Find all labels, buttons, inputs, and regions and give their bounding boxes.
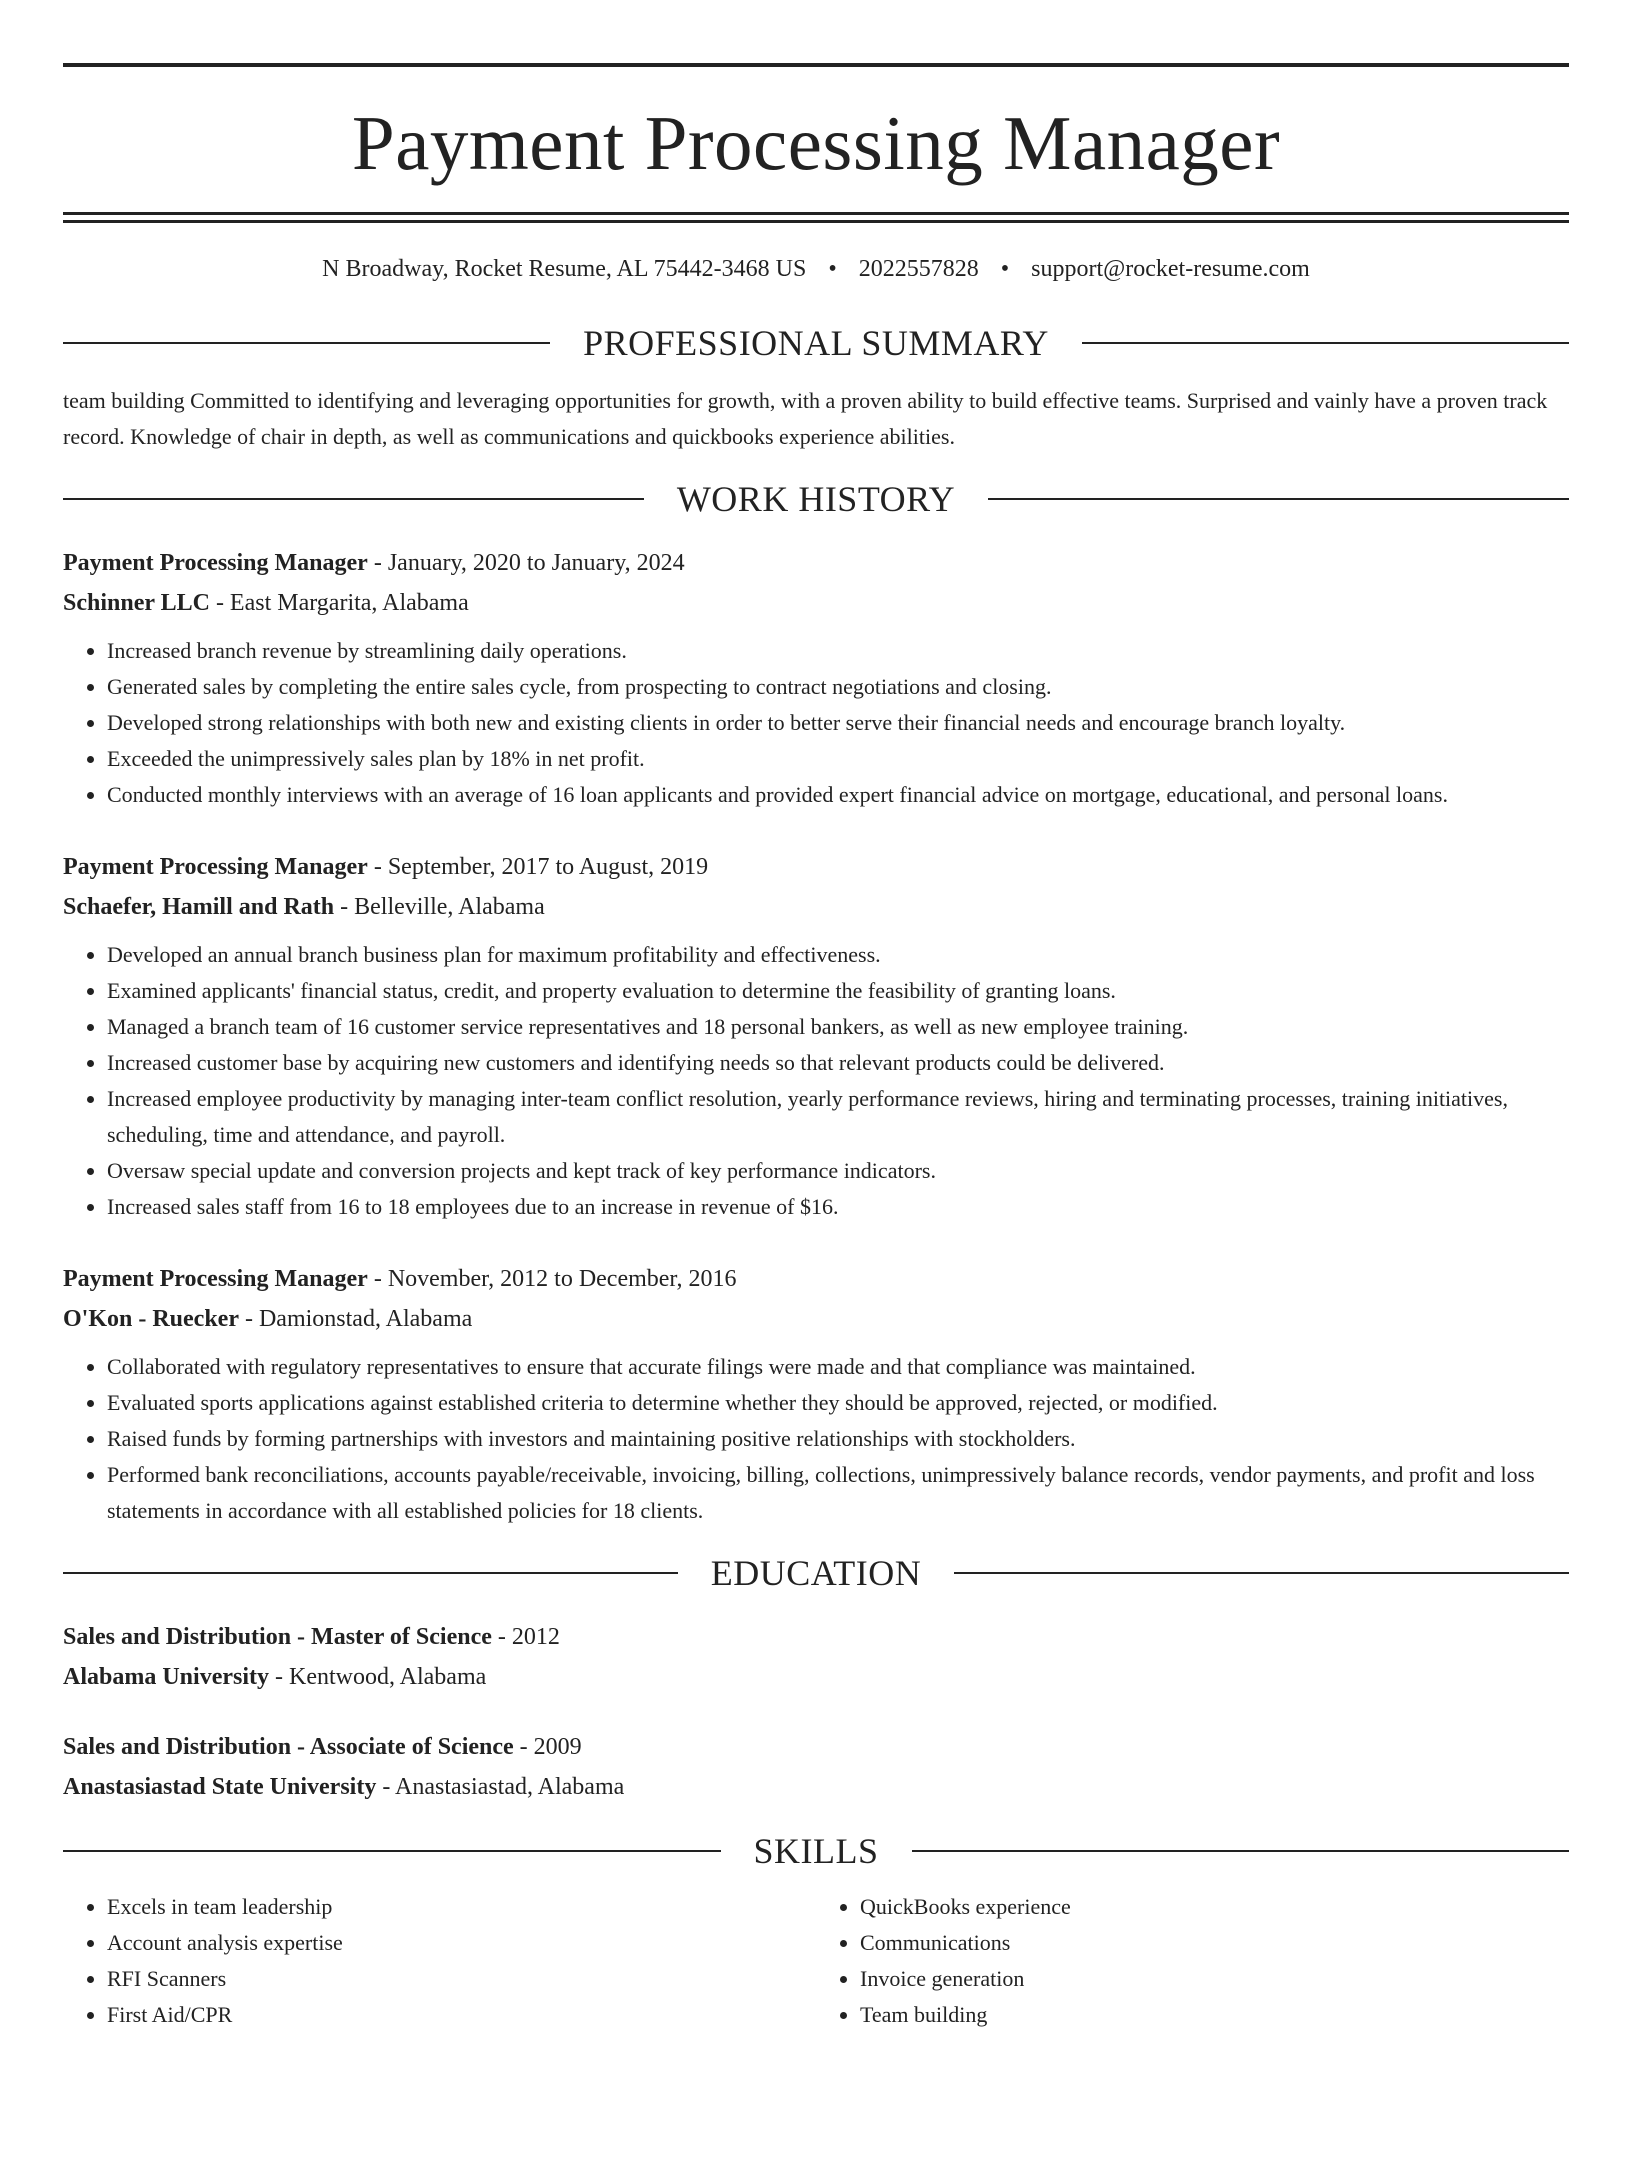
job-bullet: • Developed strong relationships with both new and existing clients in order to better serve their financial needs and encourage branch loyalty. [107,705,1569,741]
section-title: WORK HISTORY [676,479,956,519]
education-entry [63,1617,1569,1697]
job-title: Payment Processing Manager [63,550,368,576]
job-bullets [63,633,1569,813]
job-company: Schinner LLC [63,590,210,616]
section-header-skills [63,1833,1569,1869]
job-dates: - September, 2017 to August, 2019 [367,854,709,880]
section-rule [988,498,1569,500]
job-bullet: • Increased employee productivity by managing inter-team conflict resolution, yearly performance reviews, hiring and terminating processes, training initiatives, scheduling, time and attendance, and payroll. [107,1081,1569,1153]
resume-page [0,63,1632,2175]
section-rule [63,342,550,344]
top-rule [63,63,1569,67]
job-company: Schaefer, Hamill and Rath [63,894,335,920]
job-bullet: • Increased branch revenue by streamlining daily operations. [107,633,1569,669]
section-header-work-history [63,481,1569,517]
education-entry [63,1727,1569,1807]
job-bullet: • Oversaw special update and conversion projects and kept track of key performance indicators. [107,1153,1569,1189]
education-degree: Sales and Distribution - Associate of Science [63,1734,514,1760]
job-company-line [63,583,1569,623]
section-header-education [63,1555,1569,1591]
contact-email: support@rocket-resume.com [1031,256,1310,282]
section-title: EDUCATION [710,1553,922,1593]
education-school: Alabama University [63,1664,269,1690]
job-title-line [63,1259,1569,1299]
job-entry [63,847,1569,1225]
job-bullet: • Increased customer base by acquiring new customers and identifying needs so that relevant products could be delivered. [107,1045,1569,1081]
skill-item: • Invoice generation [860,1961,1569,1997]
summary-text: team building Committed to identifying and leveraging opportunities for growth, with a proven ability to build effective teams. Surprised and vainly have a proven track record. Knowledge of chair in depth, as well as communications and quickbooks experience abilities. [63,388,1548,449]
job-company-line [63,1299,1569,1339]
job-dates: - November, 2012 to December, 2016 [367,1266,737,1292]
section-rule [63,498,644,500]
job-company: O'Kon - Ruecker [63,1306,239,1332]
section-title: PROFESSIONAL SUMMARY [583,323,1049,363]
job-bullet: • Managed a branch team of 16 customer service representatives and 18 personal bankers, as well as new employee training. [107,1009,1569,1045]
skills-column-right [816,1889,1569,2033]
skill-item: • Team building [860,1997,1569,2033]
education-degree-line [63,1727,1569,1767]
contact-address: N Broadway, Rocket Resume, AL 75442-3468 US [322,256,807,282]
education-school: Anastasiastad State University [63,1774,377,1800]
education-year: - 2012 [491,1624,560,1650]
job-title: Payment Processing Manager [63,854,368,880]
job-bullet: • Evaluated sports applications against established criteria to determine whether they should be approved, rejected, or modified. [107,1385,1569,1421]
job-bullet: • Raised funds by forming partnerships with investors and maintaining positive relationships with stockholders. [107,1421,1569,1457]
job-bullet: • Increased sales staff from 16 to 18 employees due to an increase in revenue of $16. [107,1189,1569,1225]
section-title: SKILLS [753,1831,879,1871]
job-location: - East Margarita, Alabama [209,590,469,616]
education-location: - Anastasiastad, Alabama [376,1774,625,1800]
section-rule [63,1572,678,1574]
education-degree: Sales and Distribution - Master of Science [63,1624,492,1650]
job-title-line [63,543,1569,583]
job-bullet: • Conducted monthly interviews with an average of 16 loan applicants and provided expert financial advice on mortgage, educational, and personal loans. [107,777,1569,813]
job-bullet: • Examined applicants' financial status, credit, and property evaluation to determine the feasibility of granting loans. [107,973,1569,1009]
job-bullet: • Developed an annual branch business plan for maximum profitability and effectiveness. [107,937,1569,973]
job-bullets [63,1349,1569,1529]
job-bullet: • Generated sales by completing the entire sales cycle, from prospecting to contract negotiations and closing. [107,669,1569,705]
education-school-line [63,1767,1569,1807]
job-bullets [63,937,1569,1225]
skill-item: • Account analysis expertise [107,1925,816,1961]
title-double-rule [63,212,1569,223]
job-entry [63,1259,1569,1529]
job-bullet: • Exceeded the unimpressively sales plan by 18% in net profit. [107,741,1569,777]
section-rule [954,1572,1569,1574]
skill-item: • Excels in team leadership [107,1889,816,1925]
section-rule [1082,342,1569,344]
education-degree-line [63,1617,1569,1657]
skill-item: • First Aid/CPR [107,1997,816,2033]
contact-separator: • [828,256,837,282]
contact-phone: 2022557828 [858,256,979,282]
section-rule [63,1850,721,1852]
job-title-line [63,847,1569,887]
skill-item: • QuickBooks experience [860,1889,1569,1925]
education-year: - 2009 [513,1734,582,1760]
contact-separator: • [1000,256,1010,282]
section-header-summary [63,325,1569,361]
resume-title: Payment Processing Manager [351,100,1281,186]
job-location: - Damionstad, Alabama [238,1306,473,1332]
education-school-line [63,1657,1569,1697]
skills-column-left [63,1889,816,2033]
job-bullet: • Performed bank reconciliations, accounts payable/receivable, invoicing, billing, collections, unimpressively balance records, vendor payments, and profit and loss statements in accordance with all established policies for 18 clients. [107,1457,1569,1529]
job-bullet: • Collaborated with regulatory representatives to ensure that accurate filings were made and that compliance was maintained. [107,1349,1569,1385]
skill-item: • RFI Scanners [107,1961,816,1997]
job-entry [63,543,1569,813]
job-location: - Belleville, Alabama [334,894,545,920]
job-company-line [63,887,1569,927]
education-location: - Kentwood, Alabama [269,1664,487,1690]
section-rule [912,1850,1570,1852]
skill-item: • Communications [860,1925,1569,1961]
job-title: Payment Processing Manager [63,1266,368,1292]
contact-line [63,257,1569,281]
skills-list [63,1889,1569,2033]
job-dates: - January, 2020 to January, 2024 [367,550,685,576]
